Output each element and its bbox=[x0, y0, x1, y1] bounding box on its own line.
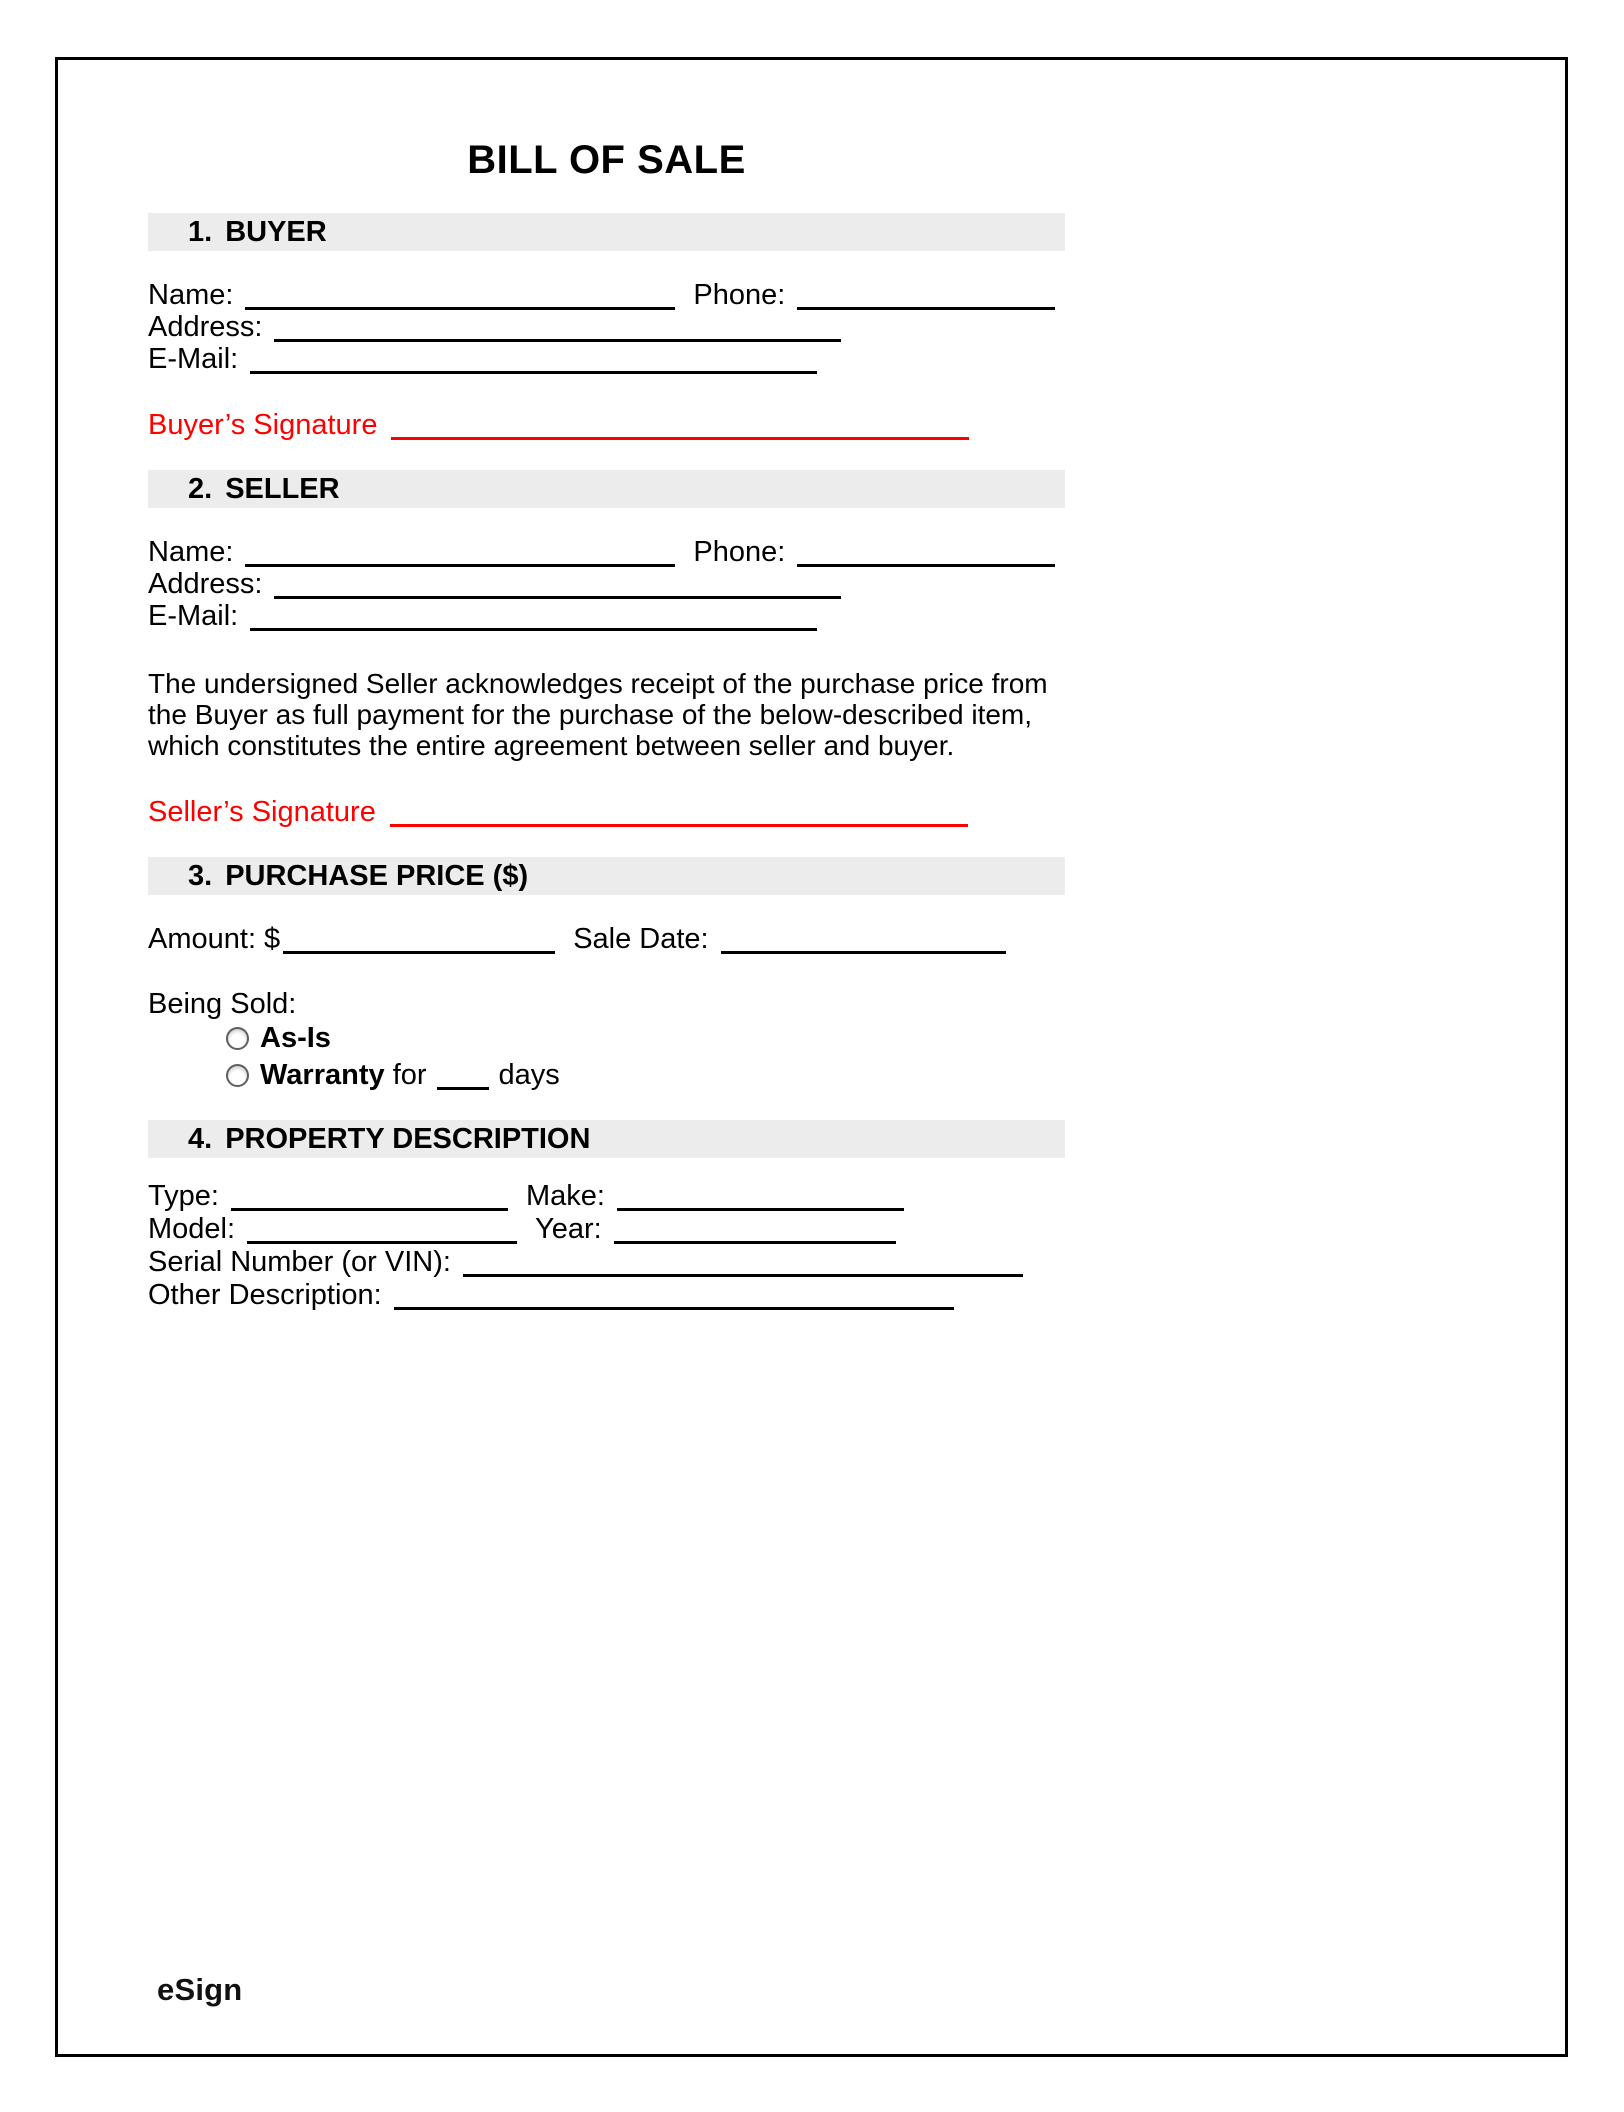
section-title: BUYER bbox=[225, 215, 327, 248]
make-label: Make: bbox=[525, 1180, 605, 1212]
seller-name-label: Name: bbox=[148, 536, 234, 568]
amount-blank[interactable] bbox=[283, 951, 555, 954]
type-label: Type: bbox=[148, 1180, 219, 1212]
form-content bbox=[148, 0, 1065, 1312]
sale-date-label: Sale Date: bbox=[573, 923, 709, 955]
purchase-price-fields bbox=[148, 923, 1065, 955]
make-blank[interactable] bbox=[617, 1208, 904, 1211]
other-description-blank[interactable] bbox=[394, 1307, 954, 1310]
section-heading-purchase-price bbox=[148, 857, 1065, 895]
model-label: Model: bbox=[148, 1213, 236, 1245]
section-number: 4. bbox=[188, 1122, 213, 1155]
as-is-label: As-Is bbox=[260, 1022, 331, 1054]
buyer-email-blank[interactable] bbox=[250, 371, 817, 374]
warranty-radio[interactable] bbox=[226, 1064, 249, 1087]
buyer-address-label: Address: bbox=[148, 311, 263, 343]
section-title: SELLER bbox=[225, 472, 340, 505]
model-blank[interactable] bbox=[247, 1241, 517, 1244]
buyer-name-row bbox=[148, 279, 1065, 311]
seller-address-row bbox=[148, 568, 1065, 600]
buyer-signature-blank[interactable] bbox=[391, 437, 969, 440]
serial-blank[interactable] bbox=[463, 1274, 1023, 1277]
being-sold-group bbox=[148, 988, 1065, 1094]
section-number: 1. bbox=[188, 215, 213, 248]
seller-fields bbox=[148, 536, 1065, 632]
amount-label: Amount: $ bbox=[148, 923, 281, 955]
serial-label: Serial Number (or VIN): bbox=[148, 1246, 451, 1278]
buyer-address-blank[interactable] bbox=[274, 339, 841, 342]
type-make-row bbox=[148, 1180, 1065, 1213]
seller-acknowledgment-text: The undersigned Seller acknowledges receipt of the purchase price from the Buyer as full payment for the purchase of the below-described item, which constitutes the entire agreement between seller and buyer. bbox=[148, 668, 1048, 761]
buyer-signature-label: Buyer’s Signature bbox=[148, 409, 378, 441]
seller-signature-row bbox=[148, 796, 1065, 828]
section-title: PURCHASE PRICE ($) bbox=[225, 859, 529, 892]
year-blank[interactable] bbox=[614, 1241, 896, 1244]
warranty-label: Warranty bbox=[260, 1059, 385, 1091]
buyer-name-blank[interactable] bbox=[245, 307, 675, 310]
seller-name-blank[interactable] bbox=[245, 564, 675, 567]
year-label: Year: bbox=[535, 1213, 602, 1245]
as-is-radio[interactable] bbox=[226, 1027, 249, 1050]
seller-phone-blank[interactable] bbox=[797, 564, 1055, 567]
seller-address-blank[interactable] bbox=[274, 596, 841, 599]
property-fields bbox=[148, 1180, 1065, 1312]
seller-email-label: E-Mail: bbox=[148, 600, 239, 632]
section-number: 3. bbox=[188, 859, 213, 892]
seller-email-row bbox=[148, 600, 1065, 632]
option-warranty bbox=[148, 1057, 1065, 1094]
buyer-name-label: Name: bbox=[148, 279, 234, 311]
buyer-signature-row bbox=[148, 409, 1065, 441]
type-blank[interactable] bbox=[231, 1208, 508, 1211]
section-heading-seller bbox=[148, 470, 1065, 508]
buyer-fields bbox=[148, 279, 1065, 375]
option-as-is bbox=[148, 1020, 1065, 1057]
section-heading-buyer bbox=[148, 213, 1065, 251]
buyer-email-row bbox=[148, 343, 1065, 375]
warranty-for-text: for bbox=[392, 1059, 427, 1091]
section-heading-property bbox=[148, 1120, 1065, 1158]
buyer-phone-label: Phone: bbox=[693, 279, 786, 311]
page-title: BILL OF SALE bbox=[467, 138, 746, 182]
other-description-row bbox=[148, 1279, 1065, 1312]
seller-address-label: Address: bbox=[148, 568, 263, 600]
model-year-row bbox=[148, 1213, 1065, 1246]
seller-signature-blank[interactable] bbox=[390, 824, 968, 827]
serial-row bbox=[148, 1246, 1065, 1279]
other-description-label: Other Description: bbox=[148, 1279, 382, 1311]
buyer-address-row bbox=[148, 311, 1065, 343]
section-number: 2. bbox=[188, 472, 213, 505]
amount-row bbox=[148, 923, 1065, 955]
sale-date-blank[interactable] bbox=[721, 951, 1006, 954]
seller-name-row bbox=[148, 536, 1065, 568]
seller-signature-label: Seller’s Signature bbox=[148, 796, 376, 828]
esign-logo: eSign bbox=[157, 1972, 243, 2007]
buyer-email-label: E-Mail: bbox=[148, 343, 239, 375]
seller-email-blank[interactable] bbox=[250, 628, 817, 631]
buyer-phone-blank[interactable] bbox=[797, 307, 1055, 310]
seller-phone-label: Phone: bbox=[693, 536, 786, 568]
section-title: PROPERTY DESCRIPTION bbox=[225, 1122, 591, 1155]
warranty-days-text: days bbox=[498, 1059, 560, 1091]
being-sold-label: Being Sold: bbox=[148, 988, 297, 1020]
warranty-days-blank[interactable] bbox=[437, 1087, 489, 1090]
